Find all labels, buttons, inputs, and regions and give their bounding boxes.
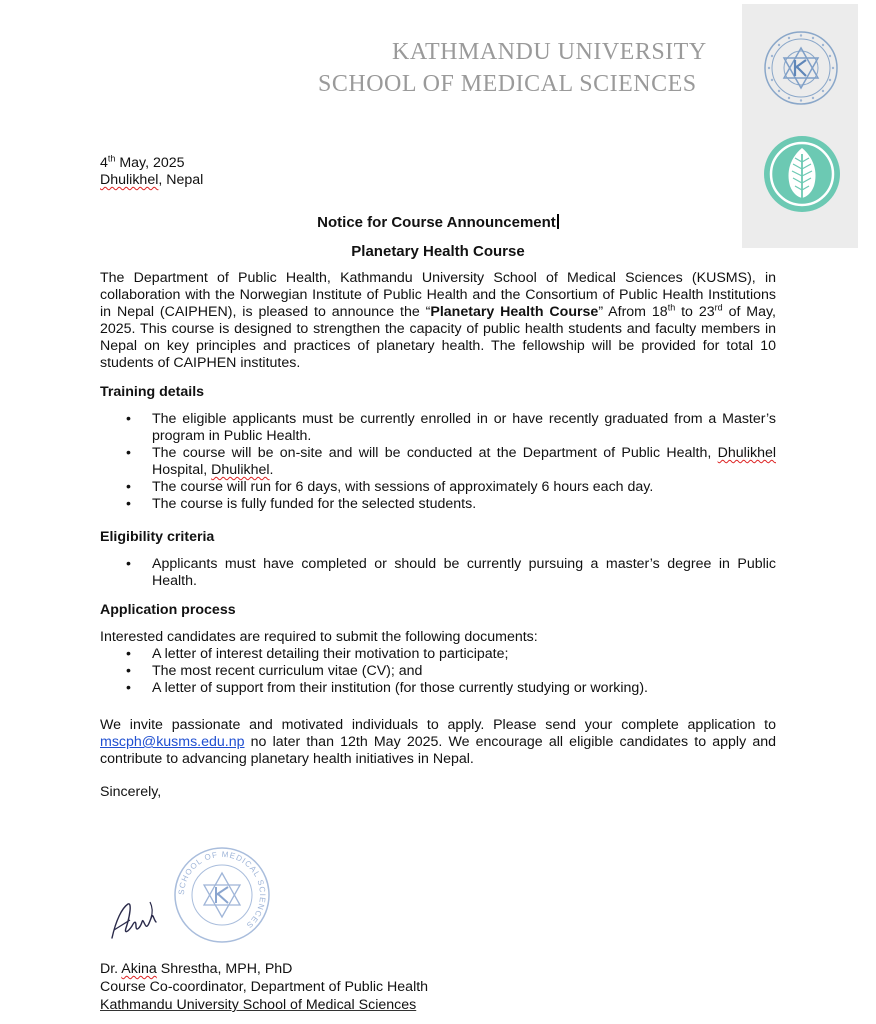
- intro-part2: ” Afrom 18: [598, 304, 668, 320]
- application-intro: Interested candidates are required to submit the following documents:: [100, 629, 538, 645]
- eligibility-list: [100, 556, 776, 590]
- training-item2-d: Dhulikhel: [211, 462, 270, 478]
- closing: Sincerely,: [100, 784, 162, 800]
- training-item2-e: .: [269, 462, 274, 478]
- signatory-rest: Shrestha, MPH, PhD: [156, 961, 293, 977]
- invite-part2: no later than 12th May 2025. We encourage all eligible candidates to apply and contribute to advancing planetary health initiatives in Nepal.: [100, 734, 776, 767]
- place-country: , Nepal: [158, 172, 204, 188]
- letterhead-university: KATHMANDU UNIVERSITY: [392, 39, 707, 65]
- invite-part1: We invite passionate and motivated individuals to apply. Please send your complete application to: [100, 717, 776, 733]
- stamp-text: SCHOOL OF MEDICAL SCIENCES: [176, 849, 268, 931]
- letterhead-school: SCHOOL OF MEDICAL SCIENCES: [318, 71, 697, 97]
- date-day-suffix: th: [107, 153, 116, 164]
- training-item2-c: Hospital,: [152, 462, 212, 478]
- date-day: 4: [100, 155, 108, 171]
- notice-date: [100, 155, 776, 172]
- text-cursor: [557, 214, 559, 229]
- application-list: [100, 646, 776, 697]
- eligibility-heading: Eligibility criteria: [100, 529, 215, 545]
- kathmandu-university-seal-icon: [763, 30, 839, 106]
- training-list: [100, 411, 776, 513]
- list-item: • The course is fully funded for the selected students.: [100, 496, 776, 513]
- date-block: [100, 155, 776, 189]
- application-email-link[interactable]: mscph@kusms.edu.np: [100, 734, 245, 750]
- application-heading: Application process: [100, 602, 236, 618]
- signatory-institution: Kathmandu University School of Medical Sciences: [100, 997, 417, 1013]
- list-item: • The eligible applicants must be currently enrolled in or have recently graduated from a Master’s program in Public Health.: [100, 411, 776, 445]
- signatory-role: Course Co-coordinator, Department of Public Health: [100, 979, 429, 995]
- course-subtitle: Planetary Health Course: [351, 243, 525, 260]
- intro-sup2: rd: [714, 302, 723, 313]
- intro-part1: The Department of Public Health, Kathmandu University School of Medical Sciences (KUSMS), in collaboration with the Norwegian Institute of Public Health and the Consortium of Public Health Institutions in Nepal (CAIPHEN), is pleased to announce the “: [100, 270, 776, 320]
- intro-sup1: th: [667, 302, 676, 313]
- list-item: • Applicants must have completed or should be currently pursuing a master’s degree in Public Health.: [100, 556, 776, 590]
- signatory-name: [100, 960, 428, 978]
- list-item: [100, 445, 776, 479]
- intro-course-name: Planetary Health Course: [430, 304, 599, 320]
- signature-area: [100, 845, 400, 955]
- training-heading: Training details: [100, 384, 205, 400]
- list-item: • A letter of support from their institution (for those currently studying or working).: [100, 680, 776, 697]
- letterhead: [318, 36, 718, 100]
- intro-part3: to 23: [675, 304, 715, 320]
- notice-place: [100, 172, 776, 189]
- notice-title: [100, 214, 776, 231]
- date-rest: May, 2025: [115, 155, 185, 171]
- notice-title-text: Notice for Course Announcement: [317, 214, 556, 231]
- place-name: Dhulikhel: [100, 172, 159, 188]
- signatory-prefix: Dr.: [100, 961, 122, 977]
- invite-paragraph: [100, 717, 776, 768]
- signatory-first-name: Akina: [121, 961, 157, 977]
- list-item: • The most recent curriculum vitae (CV); and: [100, 663, 776, 680]
- training-item2-a: The course will be on-site and will be conducted at the Department of Public Health,: [152, 445, 718, 461]
- intro-paragraph: [100, 270, 776, 372]
- signatory-block: [100, 960, 428, 1014]
- intro-part4: of May, 2025. This course is designed to strengthen the capacity of public health students and faculty members in Nepal on key principles and practices of planetary health. The fellowship will be provided for total 10 students of CAIPHEN institutes.: [100, 304, 776, 371]
- notice-body: [100, 155, 776, 801]
- handwritten-signature-icon: [106, 890, 176, 950]
- training-item2-b: Dhulikhel: [717, 445, 776, 461]
- list-item: • A letter of interest detailing their motivation to participate;: [100, 646, 776, 663]
- school-of-medical-sciences-stamp-icon: [172, 845, 272, 945]
- list-item: • The course will run for 6 days, with sessions of approximately 6 hours each day.: [100, 479, 776, 496]
